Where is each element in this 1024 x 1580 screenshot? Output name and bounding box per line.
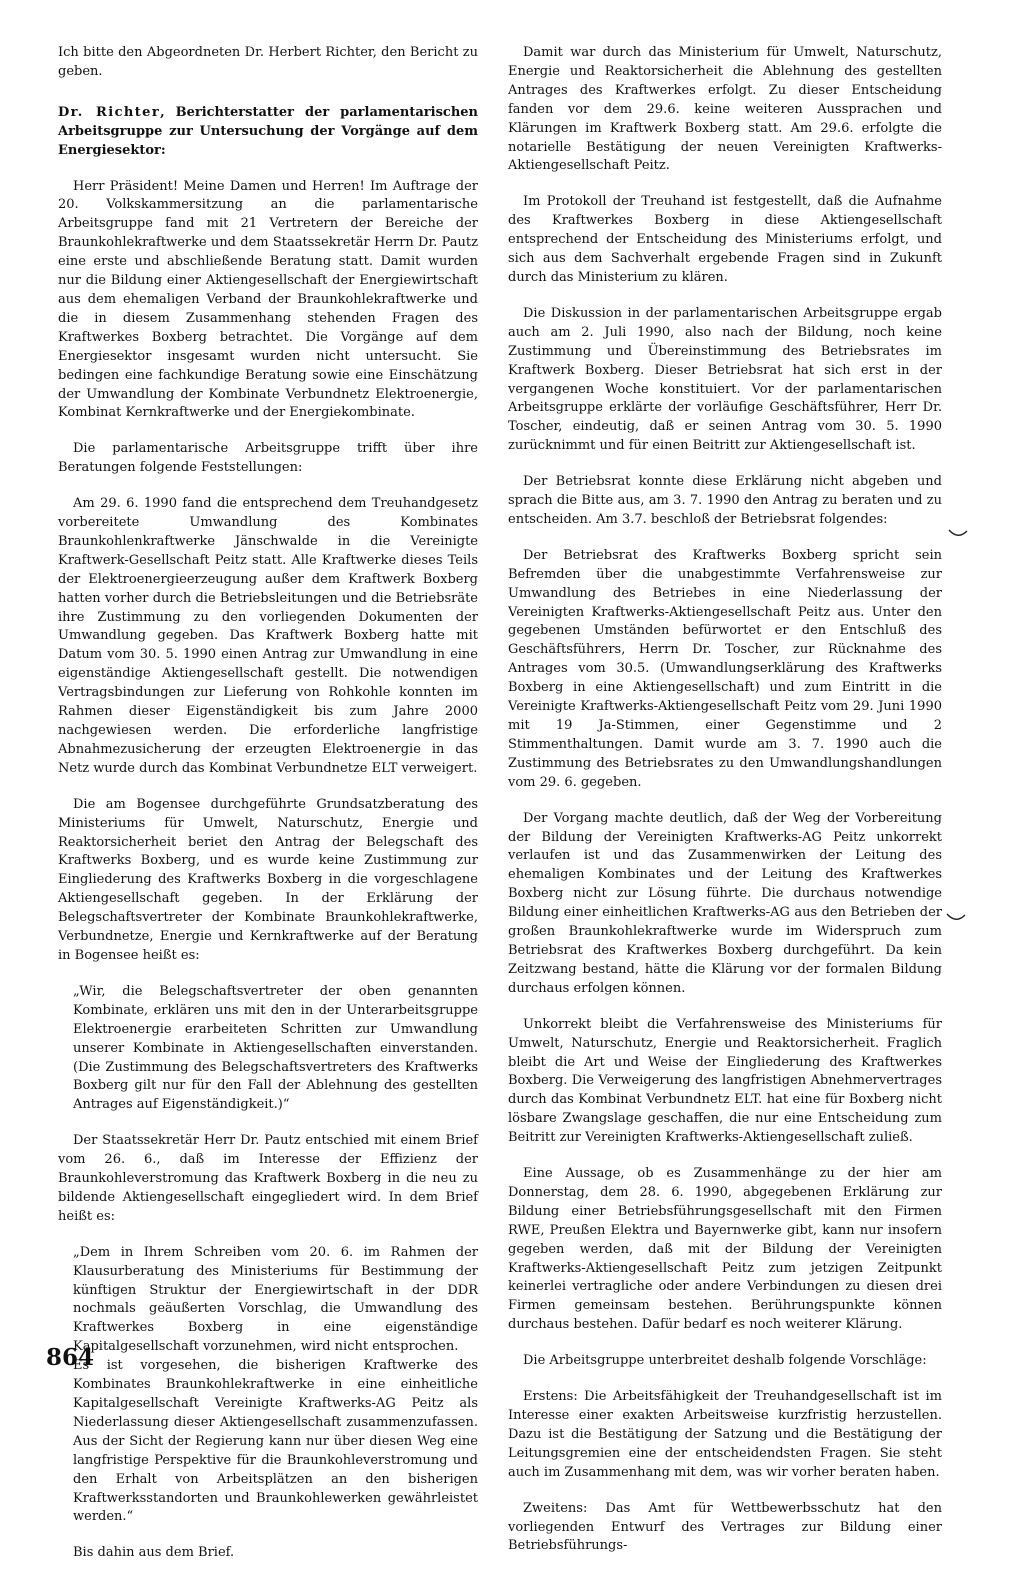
speaker-name: Dr. Richter	[58, 104, 161, 120]
left-paragraph-1: Herr Präsident! Meine Damen und Herren! Im Auftrage der 20. Volkskammersitzung an die parlamentarische Arbeitsgruppe fand mit 21 Vertretern der Bereiche der Braunkohlekraftwerke und dem Staatssekretär Herrn Dr. Pautz eine erste und abschließende Beratung statt. Damit wurden nur die Bildung einer Aktiengesellschaft der Energiewirtschaft aus dem ehemaligen Verband der Braunkohlekraftwerke und die in diesem Zusammenhang stehenden Fragen des Kraftwerkes Boxberg betrachtet. Die Vorgänge auf dem Energiesektor insgesamt wurden nicht untersucht. Sie bedingen eine fachkundige Beratung sowie eine Einschätzung der Umwandlung der Kombinate Verbundnetz Elektroenergie, Kombinat Kernkraftwerke und der Energiekombinate.	[58, 178, 478, 421]
right-paragraph-9: Die Arbeitsgruppe unterbreitet deshalb folgende Vorschläge:	[523, 1353, 927, 1369]
quote-letter	[73, 1244, 478, 1528]
speaker-role: , Berichterstatter der parlamentarischen Arbeitsgruppe zur Untersuchung der Vorgänge auf dem Energiesektor:	[58, 104, 478, 158]
right-paragraph-4: Der Betriebsrat konnte diese Erklärung nicht abgeben und sprach die Bitte aus, am 3. 7. 1990 den Antrag zu beraten und zu entscheiden. Am 3.7. beschloß der Betriebsrat folgendes:	[508, 474, 942, 527]
speaker-heading	[58, 104, 478, 161]
right-column	[508, 44, 942, 1573]
quote-letter-part-1: „Dem in Ihrem Schreiben vom 20. 6. im Rahmen der Klausurberatung des Ministeriums für Bestimmung der künftigen Struktur der Energiewirtschaft in der DDR nochmals geäußerten Vorschlag, die Umwandlung des Kraftwerkes Boxberg in eine eigenständige Kapitalgesellschaft vorzunehmen, wird nicht entsprochen.	[73, 1244, 478, 1355]
right-paragraph-6: Der Vorgang machte deutlich, daß der Weg der Vorbereitung der Bildung der Vereinigten Kraftwerks-AG Peitz unkorrekt verlaufen ist und das Zusammenwirken der Leitung des ehemaligen Kombinates und der Leitung des Kraftwerkes Boxberg nicht zur Lösung führte. Die durchaus notwendige Bildung einer einheitlichen Kraftwerks-AG aus den Betrieben der großen Braunkohlekraftwerke wurde im Widerspruch zum Betriebsrat des Kraftwerkes Boxberg durchgeführt. Da kein Zeitzwang bestand, hätte die Klärung vor der formalen Bildung durchaus erfolgen können.	[508, 810, 942, 996]
right-paragraph-7: Unkorrekt bleibt die Verfahrensweise des Ministeriums für Umwelt, Naturschutz, Energie und Reaktorsicherheit. Fraglich bleibt die Art und Weise der Eingliederung des Kraftwerkes Boxberg. Die Verweigerung des langfristigen Abnehmervertrages durch das Kombinat Verbundnetz ELT. hat eine für Boxberg nicht lösbare Zwangslage geschaffen, die nur eine Entscheidung zum Beitritt zur Vereinigten Kraftwerks-Aktiengesellschaft zuließ.	[508, 1016, 942, 1146]
right-paragraph-2: Im Protokoll der Treuhand ist festgestellt, daß die Aufnahme des Kraftwerkes Boxberg in diese Aktiengesellschaft entsprechend der Entscheidung des Ministeriums erfolgt, und sich aus dem Sachverhalt ergebende Fragen sind in Zukunft durch das Ministerium zu klären.	[508, 194, 942, 285]
margin-mark-2	[946, 912, 966, 924]
left-paragraph-4: Die am Bogensee durchgeführte Grundsatzberatung des Ministeriums für Umwelt, Naturschutz, Energie und Reaktorsicherheit beriet den Antrag der Belegschaft des Kraftwerks Boxberg, und es wurde keine Zustimmung zur Eingliederung des Kraftwerks Boxberg in die vorgeschlagene Aktiengesellschaft gegeben. In der Erklärung der Belegschaftsvertreter der Kombinate Braunkohlekraftwerke, Verbundnetze, Energie und Kernkraftwerke auf der Beratung in Bogensee heißt es:	[58, 796, 478, 963]
right-paragraph-5: Der Betriebsrat des Kraftwerks Boxberg spricht sein Befremden über die unabgestimmte Verfahrensweise zur Umwandlung des Betriebes in eine Niederlassung der Vereinigten Kraftwerks-Aktiengesellschaft Peitz aus. Unter den gegebenen Umständen befürwortet er den Entschluß des Geschäftsführers, Herrn Dr. Toscher, zur Rücknahme des Antrages vom 30.5. (Umwandlungserklärung des Kraftwerks Boxberg in eine Aktiengesellschaft) und zum Eintritt in die Vereinigte Kraftwerks-Aktiengesellschaft Peitz vom 29. Juni 1990 mit 19 Ja-Stimmen, einer Gegenstimme und 2 Stimmenthaltungen. Damit wurde am 3. 7. 1990 auch die Zustimmung des Betriebsrates zu den Umwandlungshandlungen vom 29. 6. gegeben.	[508, 547, 942, 790]
left-column	[58, 44, 478, 1580]
right-paragraph-3: Die Diskussion in der parlamentarischen Arbeitsgruppe ergab auch am 2. Juli 1990, also nach der Bildung, noch keine Zustimmung und Übereinstimmung des Betriebsrates im Kraftwerk Boxberg. Dieser Betriebsrat hat sich erst in der vergangenen Woche konstituiert. Vor der parlamentarischen Arbeitsgruppe erklärte der vorläufige Geschäftsführer, Herr Dr. Toscher, eindeutig, daß er seinen Antrag vom 30. 5. 1990 zurücknimmt und für einen Beitritt zur Aktiengesellschaft ist.	[508, 305, 942, 454]
page-number: 864	[46, 1344, 95, 1371]
left-paragraph-5: Der Staatssekretär Herr Dr. Pautz entschied mit einem Brief vom 26. 6., daß im Interesse der Effizienz der Braunkohleverstromung das Kraftwerk Boxberg in die neu zu bildende Aktiengesellschaft eingegliedert wird. In dem Brief heißt es:	[58, 1133, 478, 1224]
quote-declaration	[73, 983, 478, 1115]
intro-paragraph: Ich bitte den Abgeordneten Dr. Herbert Richter, den Bericht zu geben.	[58, 45, 478, 79]
left-paragraph-2: Die parlamentarische Arbeitsgruppe trifft über ihre Beratungen folgende Feststellungen:	[58, 441, 478, 476]
quote-letter-part-2: Es ist vorgesehen, die bisherigen Kraftwerke des Kombinates Braunkohlekraftwerke in eine einheitliche Kapitalgesellschaft Vereinigte Kraftwerks-AG Peitz als Niederlassung dieser Aktiengesellschaft zusammenzufassen. Aus der Sicht der Regierung kann nur über diesen Weg eine langfristige Perspektive für die Braunkohleverstromung und den Erhalt von Arbeitsplätzen an den bisherigen Kraftwerksstandorten und Braunkohlewerken gewährleistet werden.“	[73, 1358, 478, 1525]
quote-declaration-text: „Wir, die Belegschaftsvertreter der oben genannten Kombinate, erklären uns mit den in der Unterarbeitsgruppe Elektroenergie erarbeiteten Schritten zur Umwandlung unserer Kombinate in Aktiengesellschaften einverstanden. (Die Zustimmung des Belegschaftsvertreters des Kraftwerks Boxberg gilt nur für den Fall der Ablehnung des gestellten Antrages auf Eigenständigkeit.)“	[73, 983, 478, 1113]
right-paragraph-10: Erstens: Die Arbeitsfähigkeit der Treuhandgesellschaft ist im Interesse einer exakten Arbeitsweise kurzfristig herzustellen. Dazu ist die Bestätigung der Satzung und die Bestätigung der Leitungsgremien eine der entscheidendsten Fragen. Sie steht auch im Zusammenhang mit dem, was wir vorher beraten haben.	[508, 1389, 942, 1480]
right-paragraph-1: Damit war durch das Ministerium für Umwelt, Naturschutz, Energie und Reaktorsicherheit die Ablehnung des gestellten Antrages des Kraftwerkes erfolgt. Zu dieser Entscheidung fanden vor dem 29.6. keine weiteren Aussprachen und Klärungen im Kraftwerk Boxberg statt. Am 29.6. erfolgte die notarielle Bestätigung der neuen Vereinigten Kraftwerks-Aktiengesellschaft Peitz.	[508, 45, 942, 174]
left-paragraph-3: Am 29. 6. 1990 fand die entsprechend dem Treuhandgesetz vorbereitete Umwandlung des Kombinates Braunkohlenkraftwerke Jänschwalde in die Vereinigte Kraftwerk-Gesellschaft Peitz statt. Alle Kraftwerke dieses Teils der Elektroenergieerzeugung außer dem Kraftwerk Boxberg hatten vorher durch die Betriebsleitungen und die Betriebsräte ihre Zustimmung zu den vorliegenden Dokumenten der Umwandlung gegeben. Das Kraftwerk Boxberg hatte mit Datum vom 30. 5. 1990 einen Antrag zur Umwandlung in eine eigenständige Aktiengesellschaft gestellt. Die notwendigen Vertragsbindungen zur Lieferung von Rohkohle konnten im Rahmen dieser Eigenständigkeit bis zum Jahre 2000 nachgewiesen werden. Die erforderliche langfristige Abnahmezusicherung der erzeugten Elektroenergie in das Netz wurde durch das Kombinat Verbundnetze ELT verweigert.	[58, 496, 478, 776]
left-paragraph-6: Bis dahin aus dem Brief.	[73, 1545, 235, 1561]
margin-mark-1	[948, 528, 968, 540]
right-paragraph-8: Eine Aussage, ob es Zusammenhänge zu der hier am Donnerstag, dem 28. 6. 1990, abgegebenen Erklärung zur Bildung einer Betriebsführungsgesellschaft mit den Firmen RWE, Preußen Elektra und Bayernwerke gibt, kann nur insofern gegeben werden, daß mit der Bildung der Vereinigten Kraftwerks-Aktiengesellschaft Peitz zum jetzigen Zeitpunkt keinerlei vertragliche oder andere Verbindungen zu diesen drei Firmen gemeinsam bestehen. Berührungspunkte können durchaus bestehen. Dafür bedarf es noch weiterer Klärung.	[508, 1166, 942, 1333]
right-paragraph-11: Zweitens: Das Amt für Wettbewerbsschutz hat den vorliegenden Entwurf des Vertrages zur Bildung einer Betriebsführungs-	[508, 1500, 942, 1554]
